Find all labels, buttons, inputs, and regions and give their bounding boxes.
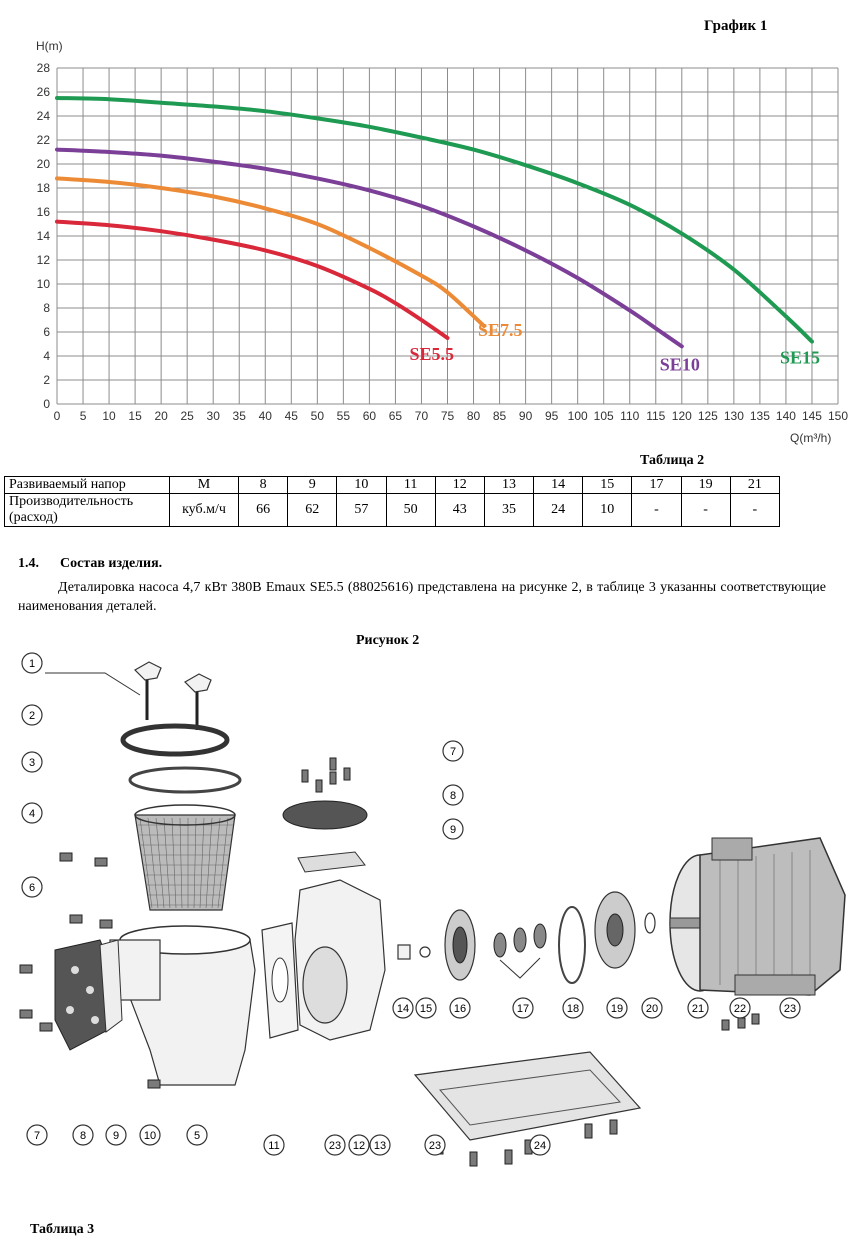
callout-number: 17 xyxy=(516,1003,530,1015)
table-cell: 9 xyxy=(288,477,337,494)
y-tick-label: 2 xyxy=(43,373,50,387)
x-tick-label: 70 xyxy=(414,409,429,423)
bolt-part xyxy=(585,1124,592,1138)
x-tick-label: 110 xyxy=(620,409,640,423)
y-tick-label: 20 xyxy=(36,157,50,171)
y-tick-label: 26 xyxy=(36,85,50,99)
y-tick-label: 22 xyxy=(36,133,50,147)
table-row xyxy=(5,477,780,494)
y-tick-label: 24 xyxy=(36,109,50,123)
x-tick-label: 90 xyxy=(518,409,533,423)
table-cell: 35 xyxy=(484,494,533,527)
callout-number: 1 xyxy=(28,658,36,670)
table-cell: 10 xyxy=(583,494,632,527)
y-axis-label: H(m) xyxy=(36,39,63,53)
x-tick-label: 25 xyxy=(180,409,194,423)
table-cell: 66 xyxy=(239,494,288,527)
callout-number: 9 xyxy=(112,1130,120,1142)
gasket-hole xyxy=(272,958,288,1002)
terminal-box xyxy=(712,838,752,860)
x-tick-label: 75 xyxy=(440,409,455,423)
bolt-part xyxy=(752,1014,759,1024)
bolt-part xyxy=(60,853,72,861)
bolt-part xyxy=(505,1150,512,1164)
y-tick-label: 14 xyxy=(36,229,50,243)
table2-title: Таблица 2 xyxy=(640,453,705,468)
section-paragraph: Деталировка насоса 4,7 кВт 380В Emaux SE5.5 (88025616) представлена на рисунке 2, в таблице 3 указанны соответствующие наименования деталей. xyxy=(18,580,826,614)
table-cell: 17 xyxy=(632,477,681,494)
seal-hub xyxy=(453,927,467,963)
table-cell: 24 xyxy=(534,494,583,527)
performance-chart xyxy=(0,30,860,450)
cap-part xyxy=(398,945,410,959)
bolt-part xyxy=(470,1152,477,1166)
leader-line xyxy=(45,673,140,695)
series-label: SE10 xyxy=(659,354,700,375)
mech-seal-part xyxy=(494,933,506,957)
motor-feet xyxy=(735,975,815,995)
bolt-part xyxy=(20,965,32,973)
knob-part xyxy=(185,674,211,692)
mech-seal-part xyxy=(534,924,546,948)
callout-number: 4 xyxy=(28,808,36,820)
y-tick-label: 28 xyxy=(36,61,50,75)
x-tick-label: 95 xyxy=(544,409,559,423)
callout-number: 23 xyxy=(783,1003,797,1015)
callout-number: 7 xyxy=(33,1130,41,1142)
x-tick-label: 30 xyxy=(206,409,220,423)
table-cell: - xyxy=(632,494,681,527)
y-tick-label: 4 xyxy=(43,349,50,363)
y-tick-label: 10 xyxy=(36,277,50,291)
table-cell: 12 xyxy=(435,477,484,494)
table-cell: 57 xyxy=(337,494,386,527)
x-tick-label: 0 xyxy=(53,409,61,423)
callout-number: 23 xyxy=(428,1140,442,1152)
callout-number: 8 xyxy=(449,790,457,802)
y-tick-label: 12 xyxy=(36,253,50,267)
table-cell: 50 xyxy=(386,494,435,527)
basket-part xyxy=(135,815,235,910)
table-cell: 14 xyxy=(534,477,583,494)
motor-body-part xyxy=(700,838,845,995)
table-row xyxy=(5,494,780,527)
flange-hole xyxy=(86,986,94,994)
flange-hole xyxy=(91,1016,99,1024)
x-tick-label: 80 xyxy=(466,409,481,423)
bolt-part xyxy=(148,1080,160,1088)
x-tick-label: 45 xyxy=(284,409,298,423)
bolt-part xyxy=(330,758,336,770)
lid-ring-part xyxy=(123,726,227,754)
table-cell: - xyxy=(681,494,730,527)
x-tick-label: 100 xyxy=(567,409,588,423)
volute-port xyxy=(303,947,347,1023)
discharge-gasket-part xyxy=(298,852,365,872)
callout-number: 16 xyxy=(453,1003,467,1015)
knob-part xyxy=(135,662,161,680)
y-tick-label: 0 xyxy=(43,397,50,411)
callout-number: 13 xyxy=(373,1140,387,1152)
x-tick-label: 105 xyxy=(593,409,614,423)
bolt-part xyxy=(95,858,107,866)
x-tick-label: 65 xyxy=(388,409,403,423)
series-label: SE5.5 xyxy=(409,344,455,364)
callout-number: 10 xyxy=(143,1130,157,1142)
callout-number: 7 xyxy=(449,746,457,758)
x-tick-label: 10 xyxy=(102,409,116,423)
o-ring-part xyxy=(130,768,240,792)
x-tick-label: 115 xyxy=(646,409,666,423)
impeller-hub xyxy=(607,914,623,946)
impeller-washer-part xyxy=(645,913,655,933)
section-title: 1.4. Состав изделия. xyxy=(18,556,163,571)
table-cell: 43 xyxy=(435,494,484,527)
base-frame-part xyxy=(415,1052,640,1140)
x-tick-label: 50 xyxy=(310,409,325,423)
figure-title: Рисунок 2 xyxy=(356,633,420,648)
bolt-part xyxy=(20,1010,32,1018)
callout-number: 14 xyxy=(396,1003,410,1015)
discharge-flange-part xyxy=(283,801,367,829)
y-tick-label: 8 xyxy=(43,301,50,315)
table-cell: - xyxy=(730,494,779,527)
table-cell: Развиваемый напор xyxy=(5,477,170,494)
flange-hole xyxy=(66,1006,74,1014)
x-tick-label: 135 xyxy=(749,409,770,423)
callout-number: 20 xyxy=(645,1003,659,1015)
callout-number: 6 xyxy=(28,882,36,894)
x-tick-label: 140 xyxy=(775,409,796,423)
bolt-part xyxy=(330,772,336,784)
y-tick-label: 16 xyxy=(36,205,50,219)
callout-number: 11 xyxy=(268,1140,280,1152)
table-cell: 13 xyxy=(484,477,533,494)
bolt-part xyxy=(40,1023,52,1031)
callout-number: 24 xyxy=(533,1140,547,1152)
x-tick-label: 20 xyxy=(154,409,168,423)
callout-number: 3 xyxy=(28,757,36,769)
y-tick-label: 6 xyxy=(43,325,50,339)
chart-title: График 1 xyxy=(704,18,768,34)
table3-title: Таблица 3 xyxy=(30,1222,95,1237)
callout-number: 9 xyxy=(449,824,457,836)
callout-number: 5 xyxy=(193,1130,201,1142)
callout-number: 8 xyxy=(79,1130,87,1142)
callout-number: 2 xyxy=(28,710,36,722)
x-axis-label: Q(m³/h) xyxy=(790,431,832,445)
x-tick-label: 55 xyxy=(336,409,351,423)
seal-o-ring-part xyxy=(559,907,585,983)
table-cell: куб.м/ч xyxy=(170,494,239,527)
x-tick-label: 145 xyxy=(801,409,822,423)
callout-number: 23 xyxy=(328,1140,342,1152)
bolt-part xyxy=(70,915,82,923)
leader-line xyxy=(500,958,540,978)
mech-seal-part xyxy=(514,928,526,952)
x-tick-label: 120 xyxy=(671,409,692,423)
flange-hole xyxy=(71,966,79,974)
table-cell: 21 xyxy=(730,477,779,494)
callout-number: 22 xyxy=(733,1003,747,1015)
callout-number: 12 xyxy=(352,1140,366,1152)
x-tick-label: 125 xyxy=(697,409,718,423)
table2 xyxy=(4,476,780,527)
y-tick-label: 18 xyxy=(36,181,50,195)
table-cell: 8 xyxy=(239,477,288,494)
callout-number: 15 xyxy=(419,1003,433,1015)
table-cell: 62 xyxy=(288,494,337,527)
callout-number: 18 xyxy=(566,1003,580,1015)
bolt-part xyxy=(738,1018,745,1028)
table-cell: 10 xyxy=(337,477,386,494)
callout-number: 21 xyxy=(691,1003,705,1015)
x-tick-label: 35 xyxy=(232,409,246,423)
bolt-part xyxy=(610,1120,617,1134)
bolt-part xyxy=(100,920,112,928)
bolt-part xyxy=(302,770,308,782)
x-tick-label: 60 xyxy=(362,409,377,423)
bolt-part xyxy=(344,768,350,780)
x-tick-label: 130 xyxy=(723,409,744,423)
x-tick-label: 5 xyxy=(79,409,87,423)
table-cell: 11 xyxy=(386,477,435,494)
washer-part xyxy=(420,947,430,957)
series-line-SE5.5 xyxy=(57,222,448,338)
table-cell: 19 xyxy=(681,477,730,494)
series-label: SE7.5 xyxy=(477,320,523,340)
bolt-part xyxy=(722,1020,729,1030)
x-tick-label: 85 xyxy=(492,409,507,423)
table-cell: Производительность (расход) xyxy=(5,494,170,527)
bolt-part xyxy=(316,780,322,792)
x-tick-label: 15 xyxy=(128,409,142,423)
series-line-SE15 xyxy=(57,98,812,342)
x-tick-label: 150 xyxy=(827,409,849,423)
table-cell: 15 xyxy=(583,477,632,494)
series-label: SE15 xyxy=(779,347,820,368)
exploded-view-figure xyxy=(0,640,860,1220)
table-cell: М xyxy=(170,477,239,494)
x-tick-label: 40 xyxy=(258,409,272,423)
callout-number: 19 xyxy=(610,1003,624,1015)
